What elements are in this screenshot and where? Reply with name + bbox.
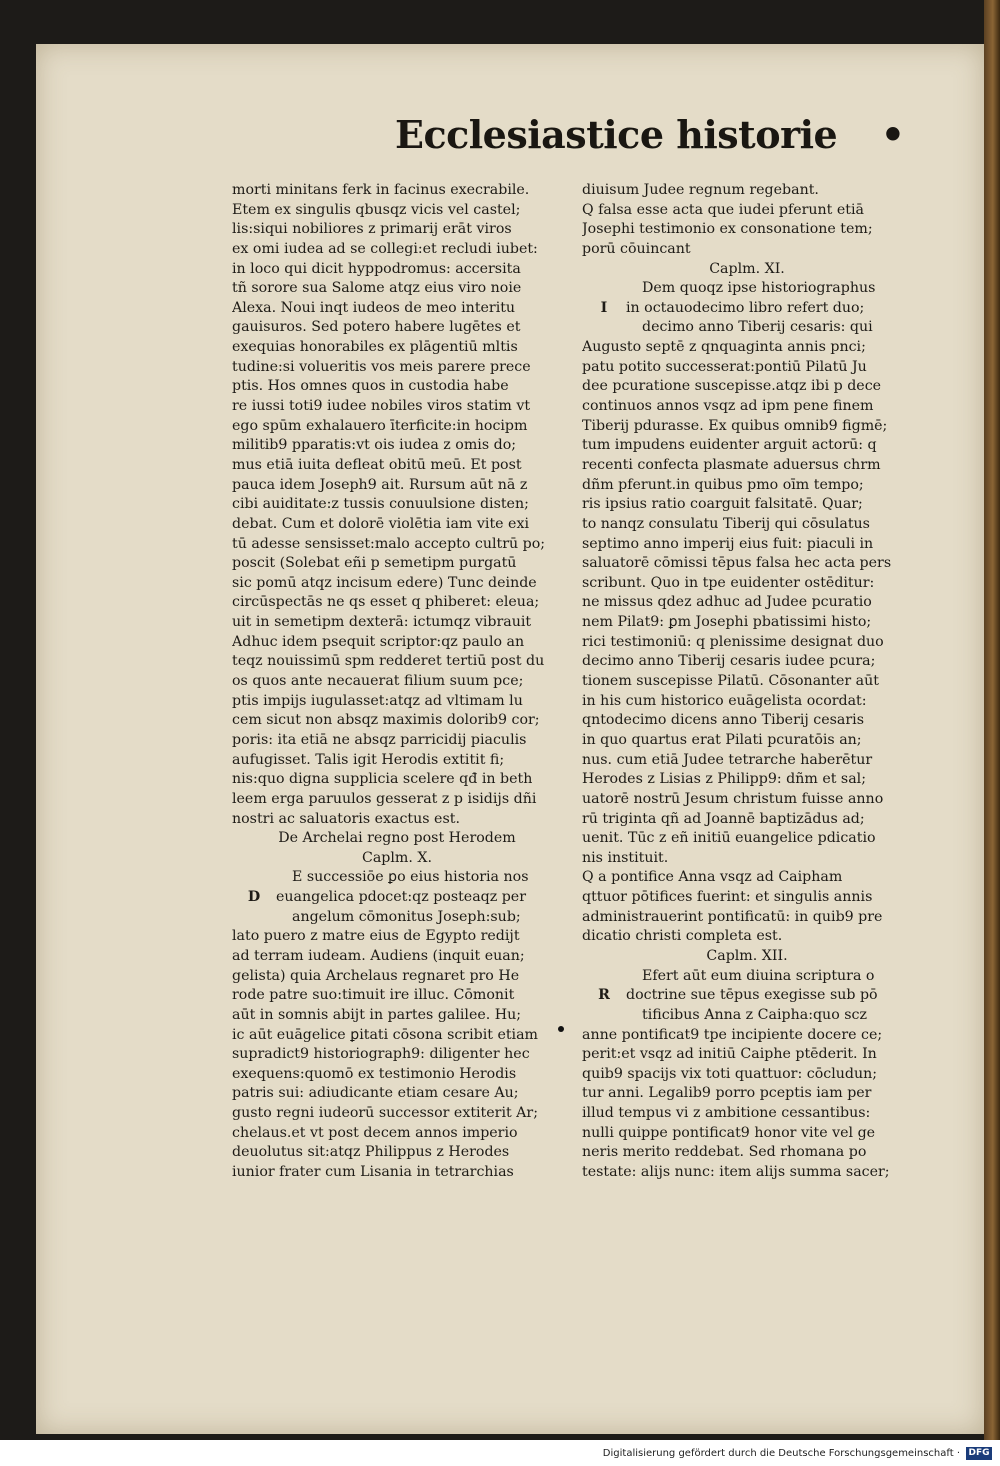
text-line: ne missus qdez adhuc ad Judee pcuratio	[582, 594, 872, 611]
guide-letter: D	[247, 889, 261, 906]
text-line: nem Pilat9: ꝑm Josephi pbatissimi histo;	[582, 614, 872, 631]
text-line: aūt in somnis abijt in partes galilee. Hu;	[232, 1006, 522, 1023]
text-line: cibi auiditate:z tussis conuulsione disten;	[232, 496, 529, 513]
text-line: Caplm. X.	[361, 849, 433, 866]
guide-letter: I	[600, 299, 608, 316]
text-line: ego spūm exhalauero īterficite:in hocipm	[232, 417, 528, 434]
text-line: nus. cum etiā Judee tetrarche haberētur	[582, 751, 873, 768]
text-line-content: in octauodecimo libro refert duo;	[626, 299, 865, 316]
text-line: gauisuros. Sed potero habere lugētes et	[232, 319, 521, 336]
text-line: perit:et vsqz ad initiū Caiphe ptēderit. In	[582, 1046, 877, 1063]
text-line: dee pcuratione suscepisse.atqz ibi p dece	[582, 378, 882, 395]
guide-letter: R	[598, 987, 610, 1004]
digitization-footer	[0, 1440, 1000, 1466]
text-line: exequens:quomō ex testimonio Herodis	[232, 1065, 517, 1082]
text-line: supradict9 historiograph9: diligenter hec	[232, 1046, 530, 1063]
running-head	[395, 112, 905, 158]
text-line: testate: alijs nunc: item alijs summa sacer;	[582, 1164, 890, 1181]
text-line: Caplm. XI.	[709, 260, 785, 277]
text-line: ptis. Hos omnes quos in custodia habe	[232, 378, 509, 395]
text-line: neris merito reddebat. Sed rhomana po	[582, 1144, 867, 1161]
text-line: re iussi toti9 iudee nobiles viros statim vt	[232, 398, 531, 415]
text-line: to nanqz consulatu Tiberij qui cōsulatus	[582, 515, 870, 532]
text-line: Herodes z Lisias z Philipp9: dñm et sal;	[582, 771, 866, 788]
text-line: tificibus Anna z Caipha:quo scz	[642, 1006, 867, 1023]
text-line: iunior frater cum Lisania in tetrarchias	[232, 1164, 514, 1181]
text-line: Q falsa esse acta que iudei pferunt etiā	[582, 201, 864, 218]
text-line: morti minitans ferk in facinus execrabile.	[232, 182, 530, 198]
text-line: ris ipsius ratio coarguit falsitatē. Quar;	[582, 496, 863, 513]
text-line: ptis impijs iugulasset:atqz ad vltimam lu	[232, 692, 523, 709]
text-line: nostri ac saluatoris exactus est.	[232, 810, 460, 827]
text-line: saluatorē cōmissi tēpus falsa hec acta pers	[582, 555, 892, 572]
text-line: rode patre suo:timuit ire illuc. Cōmonit	[232, 987, 515, 1004]
text-line: nis:quo digna supplicia scelere qđ in beth	[232, 771, 533, 788]
text-line: tū adesse sensisset:malo accepto cultrū po;	[232, 535, 546, 552]
text-line-content: euangelica pdocet:qz posteaqz per	[276, 889, 526, 906]
text-line: porū cōuincant	[582, 240, 691, 257]
text-line: Alexa. Noui inqt iudeos de meo interitu	[232, 299, 516, 316]
text-line: anne pontificat9 tpe incipiente docere ce;	[582, 1026, 883, 1043]
text-line: tum impudens euidenter arguit actorū: q	[582, 437, 877, 454]
text-line: patris sui: adiudicante etiam cesare Au;	[232, 1085, 519, 1102]
text-line	[582, 986, 912, 1006]
text-line: os quos ante necauerat filium suum pce;	[232, 673, 524, 690]
text-line: dñm pferunt.in quibus pmo oīm tempo;	[582, 476, 864, 493]
text-line: militib9 pparatis:vt ois iudea z omis do;	[232, 437, 517, 454]
text-line: Tiberij pdurasse. Ex quibus omnib9 figmē;	[582, 417, 888, 434]
text-line: angelum cōmonitus Joseph:sub;	[292, 908, 521, 925]
text-line: uenit. Tūc z eñ initiū euangelice pdicatio	[582, 830, 876, 847]
text-line: chelaus.et vt post decem annos imperio	[232, 1124, 518, 1141]
text-line: Etem ex singulis qbusqz vicis vel castel;	[232, 201, 521, 218]
dfg-logo: DFG	[966, 1447, 992, 1460]
text-line: De Archelai regno post Herodem	[278, 830, 516, 847]
text-line: Dem quoqz ipse historiographus	[642, 280, 876, 297]
text-line: scribunt. Quo in tpe euidenter ostēditur:	[582, 574, 875, 591]
text-line: quib9 spacijs vix toti quattuor: cōcludun;	[582, 1065, 878, 1082]
footer-credit: Digitalisierung gefördert durch die Deutsche Forschungsgemeinschaft ·	[602, 1448, 960, 1459]
text-line: uatorē nostrū Jesum christum fuisse anno	[582, 790, 884, 807]
text-line: lis:siqui nobiliores z primarij erāt viros	[232, 221, 512, 238]
text-line: Josephi testimonio ex consonatione tem;	[582, 221, 873, 238]
text-line: in loco qui dicit hyppodromus: accersita	[232, 260, 521, 277]
text-line: circūspectās ne qs esset q phiberet: eleua;	[232, 594, 540, 611]
text-line: decimo anno Tiberij cesaris: qui	[642, 319, 873, 336]
text-line: Caplm. XII.	[706, 947, 788, 964]
text-line: diuisum Judee regnum regebant.	[582, 182, 819, 198]
text-line: illud tempus vi z ambitione cessantibus:	[582, 1105, 871, 1122]
text-line: sic pomū atqz incisum edere) Tunc deinde	[232, 574, 537, 591]
text-column-left	[232, 181, 562, 1183]
text-line: gusto regni iudeorū successor extiterit Ar;	[232, 1105, 538, 1122]
text-line: cem sicut non absqz maximis dolorib9 cor;	[232, 712, 540, 729]
text-line: administrauerint pontificatū: in quib9 pre	[582, 908, 883, 925]
text-line: rū triginta qñ ad Joannē baptizādus ad;	[582, 810, 865, 827]
text-line: Efert aūt eum diuina scriptura o	[642, 967, 875, 984]
text-line: leem erga paruulos gesserat z p isidijs dñi	[232, 790, 537, 807]
text-line: Q a pontifice Anna vsqz ad Caipham	[582, 869, 843, 886]
text-column-right	[582, 181, 912, 1183]
text-line: in his cum historico euāgelista ocordat:	[582, 692, 867, 709]
text-line: Augusto septē z qnquaginta annis pnci;	[582, 339, 866, 356]
text-line: deuolutus sit:atqz Philippus z Herodes	[232, 1144, 510, 1161]
text-line: debat. Cum et dolorē violētia iam vite exi	[232, 515, 529, 532]
text-line	[582, 299, 912, 319]
text-line-content: doctrine sue tēpus exegisse sub pō	[626, 987, 878, 1004]
text-line: ex omi iudea ad se collegi:et recludi iubet:	[232, 240, 538, 257]
text-line: decimo anno Tiberij cesaris iudee pcura;	[582, 653, 876, 670]
running-head-title: Ecclesiastice historie	[395, 112, 838, 157]
text-line: recenti confecta plasmate aduersus chrm	[582, 456, 881, 473]
text-line: tñ sorore sua Salome atqz eius viro noie	[232, 280, 522, 297]
book-spine	[984, 0, 1000, 1440]
text-line: poscit (Solebat eñi p semetipm purgatū	[232, 555, 517, 572]
text-line: rici testimoniū: q plenissime designat duo	[582, 633, 884, 650]
text-line: lato puero z matre eius de Egypto redijt	[232, 928, 520, 945]
text-line: E successiōe ꝑo eius historia nos	[292, 869, 529, 886]
text-line: continuos annos vsqz ad ipm pene finem	[582, 398, 874, 415]
text-line: pauca idem Joseph9 ait. Rursum aūt nā z	[232, 476, 528, 493]
text-line: septimo anno imperij eius fuit: piaculi in	[582, 535, 874, 552]
text-line: Adhuc idem psequit scriptor:qz paulo an	[232, 633, 525, 650]
text-line: uit in semetipm dexterā: ictumqz vibrauit	[232, 614, 532, 631]
text-line: tionem suscepisse Pilatū. Cōsonanter aūt	[582, 673, 879, 690]
text-line: qntodecimo dicens anno Tiberij cesaris	[582, 712, 864, 729]
text-line: tudine:si volueritis vos meis parere prece	[232, 358, 531, 375]
running-head-mark: •	[880, 112, 905, 157]
text-line: exequias honorabiles ex plāgentiū mltis	[232, 339, 518, 356]
text-line: teqz nouissimū spm redderet tertiū post du	[232, 653, 545, 670]
text-line: patu potito successerat:pontiū Pilatū Ju	[582, 358, 867, 375]
text-line: dicatio christi completa est.	[582, 928, 783, 945]
text-line: nis instituit.	[582, 849, 669, 866]
text-line: mus etiā iuita defleat obitū meū. Et post	[232, 456, 522, 473]
text-line: ad terram iudeam. Audiens (inquit euan;	[232, 947, 525, 964]
text-line: tur anni. Legalib9 porro pceptis iam per	[582, 1085, 872, 1102]
text-line	[232, 888, 562, 908]
text-line: aufugisset. Talis igit Herodis extitit fi;	[232, 751, 505, 768]
text-line: in quo quartus erat Pilati pcuratōis an;	[582, 731, 862, 748]
page-dot	[558, 1026, 564, 1032]
text-line: poris: ita etiā ne absqz parricidij piaculis	[232, 731, 527, 748]
text-line: nulli quippe pontificat9 honor vite vel ge	[582, 1124, 876, 1141]
text-line: qttuor pōtifices fuerint: et singulis annis	[582, 889, 873, 906]
text-line: ic aūt euāgelice ꝑitati cōsona scribit etiam	[232, 1026, 538, 1043]
text-line: gelista) quia Archelaus regnaret pro He	[232, 967, 520, 984]
